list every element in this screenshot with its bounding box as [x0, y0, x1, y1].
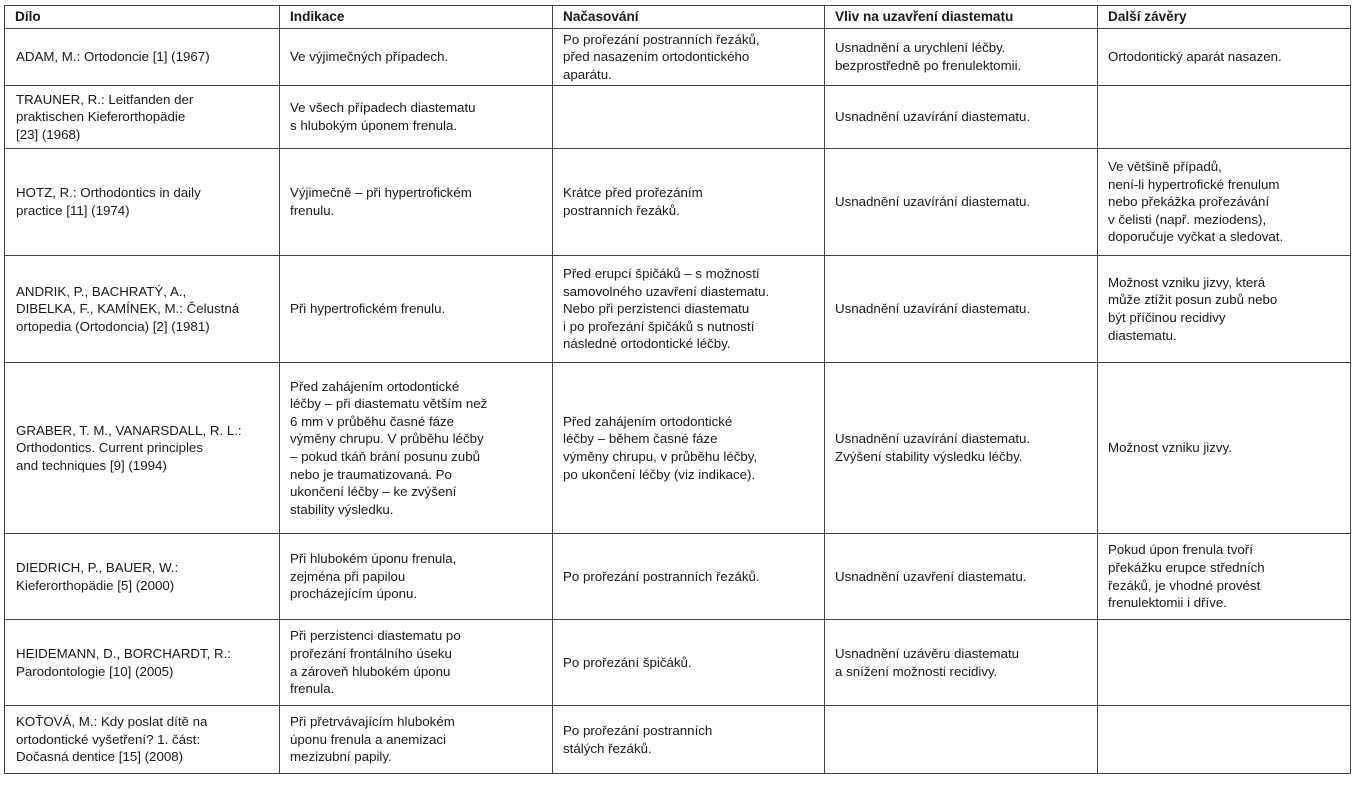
- header-effect: Vliv na uzavření diastematu: [825, 6, 1098, 29]
- comparison-table: [4, 5, 1351, 774]
- cell-effect: Usnadnění uzavírání diastematu.: [825, 86, 1098, 149]
- cell-work: ANDRIK, P., BACHRATÝ, A., DIBELKA, F., KAMÍNEK, M.: Čelustná ortopedia (Ortodoncia) [2] (1981): [5, 256, 280, 363]
- cell-timing: [553, 86, 825, 149]
- cell-timing: Po prořezání postranních stálých řezáků.: [553, 706, 825, 774]
- cell-conclusions: [1098, 620, 1351, 706]
- table-row: [5, 620, 1351, 706]
- cell-work: HEIDEMANN, D., BORCHARDT, R.: Parodontologie [10] (2005): [5, 620, 280, 706]
- table-row: [5, 29, 1351, 86]
- cell-indication: Ve výjimečných případech.: [280, 29, 553, 86]
- header-work: Dílo: [5, 6, 280, 29]
- cell-indication: Výjimečně – při hypertrofickém frenulu.: [280, 149, 553, 256]
- cell-work: ADAM, M.: Ortodoncie [1] (1967): [5, 29, 280, 86]
- cell-effect: [825, 706, 1098, 774]
- cell-indication: Ve všech případech diastematu s hlubokým úponem frenula.: [280, 86, 553, 149]
- cell-conclusions: [1098, 86, 1351, 149]
- cell-conclusions: Ortodontický aparát nasazen.: [1098, 29, 1351, 86]
- cell-effect: Usnadnění uzávěru diastematu a snížení možnosti recidivy.: [825, 620, 1098, 706]
- cell-conclusions: [1098, 706, 1351, 774]
- table-row: [5, 534, 1351, 620]
- cell-conclusions: Pokud úpon frenula tvoří překážku erupce středních řezáků, je vhodné provést frenulektomii i dříve.: [1098, 534, 1351, 620]
- cell-indication: Při hypertrofickém frenulu.: [280, 256, 553, 363]
- cell-effect: Usnadnění a urychlení léčby. bezprostředně po frenulektomii.: [825, 29, 1098, 86]
- header-indication: Indikace: [280, 6, 553, 29]
- header-timing: Načasování: [553, 6, 825, 29]
- cell-timing: Po prořezání špičáků.: [553, 620, 825, 706]
- cell-effect: Usnadnění uzavírání diastematu. Zvýšení stability výsledku léčby.: [825, 363, 1098, 534]
- cell-timing: Po prořezání postranních řezáků.: [553, 534, 825, 620]
- cell-effect: Usnadnění uzavírání diastematu.: [825, 149, 1098, 256]
- cell-conclusions: Možnost vzniku jizvy.: [1098, 363, 1351, 534]
- cell-timing: Před erupcí špičáků – s možností samovolného uzavření diastematu. Nebo při perzistenci diastematu i po prořezání špičáků s nutností následné ortodontické léčby.: [553, 256, 825, 363]
- cell-indication: Při přetrvávajícím hlubokém úponu frenula a anemizaci mezizubní papily.: [280, 706, 553, 774]
- cell-work: KOŤOVÁ, M.: Kdy poslat dítě na ortodontické vyšetření? 1. část: Dočasná dentice [15] (2008): [5, 706, 280, 774]
- cell-effect: Usnadnění uzavírání diastematu.: [825, 256, 1098, 363]
- cell-timing: Po prořezání postranních řezáků, před nasazením ortodontického aparátu.: [553, 29, 825, 86]
- cell-indication: Před zahájením ortodontické léčby – při diastematu větším než 6 mm v průběhu časné fáze výměny chrupu. V průběhu léčby – pokud tkáň brání posunu zubů nebo je traumatizovaná. Po ukončení léčby – ke zvýšení stability výsledku.: [280, 363, 553, 534]
- table-row: [5, 706, 1351, 774]
- cell-work: TRAUNER, R.: Leitfanden der praktischen Kieferorthopädie [23] (1968): [5, 86, 280, 149]
- table-row: [5, 149, 1351, 256]
- cell-indication: Při hlubokém úponu frenula, zejména při papilou procházejícím úponu.: [280, 534, 553, 620]
- cell-work: DIEDRICH, P., BAUER, W.: Kieferorthopädie [5] (2000): [5, 534, 280, 620]
- header-conclusions: Další závěry: [1098, 6, 1351, 29]
- cell-work: GRABER, T. M., VANARSDALL, R. L.: Orthodontics. Current principles and techniques [9] (1994): [5, 363, 280, 534]
- cell-timing: Krátce před prořezáním postranních řezáků.: [553, 149, 825, 256]
- cell-conclusions: Ve většině případů, není-li hypertrofické frenulum nebo překážka prořezávání v čelisti (např. meziodens), doporučuje vyčkat a sledovat.: [1098, 149, 1351, 256]
- table-row: [5, 86, 1351, 149]
- cell-timing: Před zahájením ortodontické léčby – během časné fáze výměny chrupu, v průběhu léčby, po ukončení léčby (viz indikace).: [553, 363, 825, 534]
- table-row: [5, 256, 1351, 363]
- cell-indication: Při perzistenci diastematu po prořezání frontálního úseku a zároveň hlubokém úponu frenula.: [280, 620, 553, 706]
- table-row: [5, 363, 1351, 534]
- cell-conclusions: Možnost vzniku jizvy, která může ztížit posun zubů nebo být příčinou recidivy diastematu.: [1098, 256, 1351, 363]
- cell-effect: Usnadnění uzavření diastematu.: [825, 534, 1098, 620]
- cell-work: HOTZ, R.: Orthodontics in daily practice [11] (1974): [5, 149, 280, 256]
- header-row: [5, 6, 1351, 29]
